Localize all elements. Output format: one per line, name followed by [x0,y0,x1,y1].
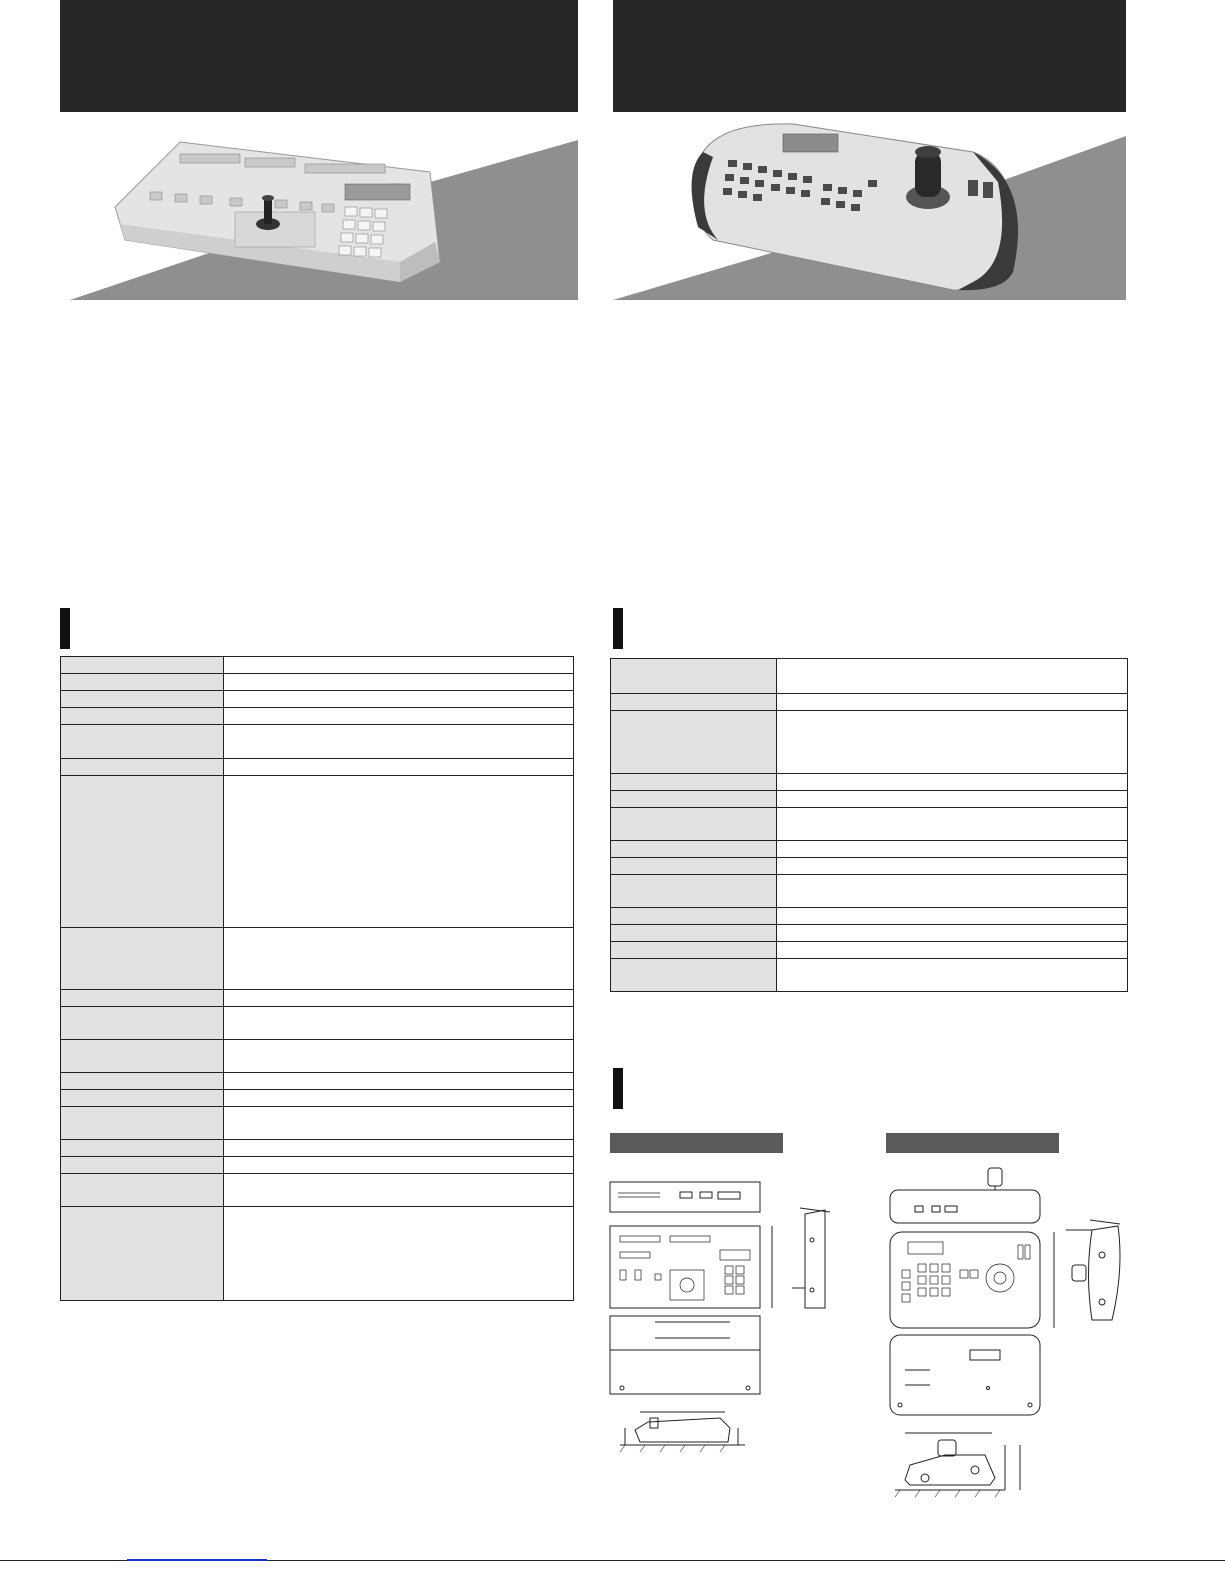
table-row [611,791,1128,808]
table-row [611,711,1128,774]
footer-link-underline[interactable] [127,1559,267,1561]
table-row [61,657,574,674]
left-dimension-drawings [600,1170,860,1470]
table-row [611,659,1128,694]
table-row [611,908,1128,925]
table-row [61,1174,574,1207]
right-spec-table [610,658,1128,992]
right-dimension-drawings [880,1160,1130,1505]
table-row [61,691,574,708]
left-header-bar [60,0,578,112]
table-row [611,808,1128,841]
table-row [611,694,1128,711]
left-spec-section-marker [60,608,70,649]
table-row [61,1040,574,1073]
table-row [61,776,574,928]
table-row [611,858,1128,875]
table-row [61,1007,574,1040]
table-row [611,841,1128,858]
table-row [61,1157,574,1174]
table-row [61,708,574,725]
right-header-bar [613,0,1126,112]
table-row [61,1090,574,1107]
table-row [61,990,574,1007]
dimensions-section-marker [613,1068,623,1109]
left-dimension-tab [610,1133,783,1153]
table-row [611,942,1128,959]
table-row [611,959,1128,992]
table-row [61,674,574,691]
table-row [611,774,1128,791]
right-spec-section-marker [613,608,623,649]
table-row [61,1140,574,1157]
table-row [61,928,574,990]
table-row [61,759,574,776]
left-product-photo [60,112,580,302]
right-dimension-tab [886,1133,1059,1153]
table-row [611,925,1128,942]
table-row [61,1073,574,1090]
table-row [61,725,574,759]
left-spec-table [60,656,574,1301]
right-product-photo [613,112,1128,302]
table-row [61,1207,574,1301]
table-row [611,875,1128,908]
table-row [61,1107,574,1140]
